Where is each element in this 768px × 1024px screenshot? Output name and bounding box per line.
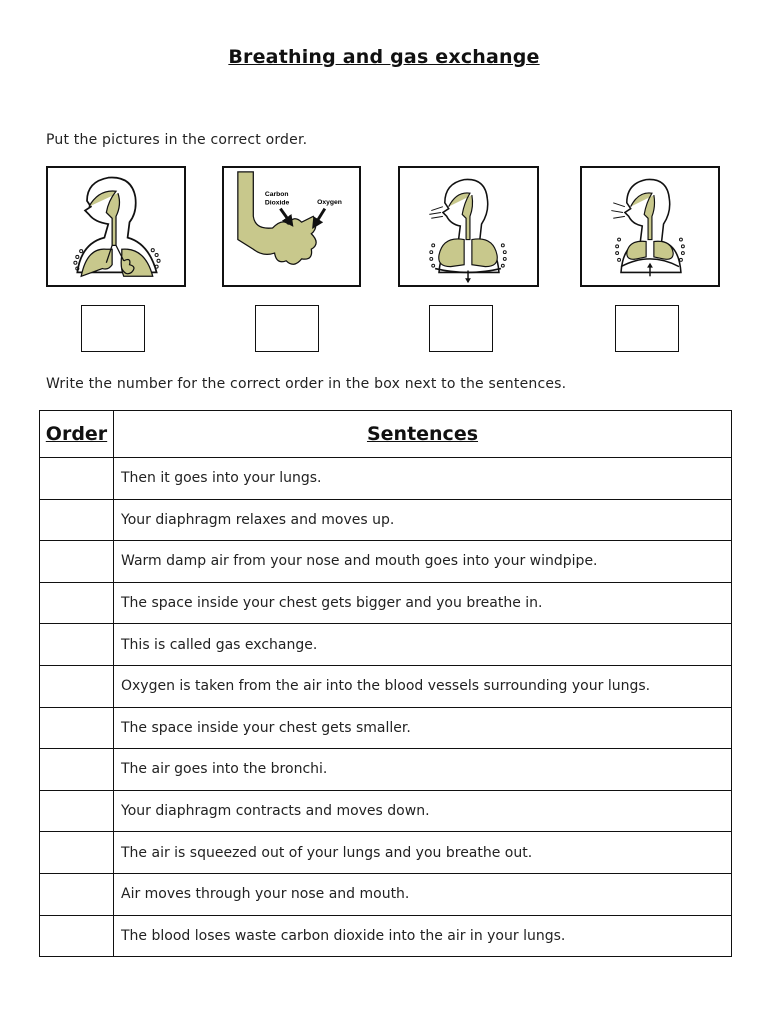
- picture-order-box-2[interactable]: [255, 305, 319, 352]
- table-row: [40, 790, 732, 832]
- order-input-cell[interactable]: [40, 873, 114, 915]
- picture-breathe-in: [398, 166, 539, 287]
- sentences-header: Sentences: [114, 411, 732, 458]
- page-title: Breathing and gas exchange: [228, 46, 540, 68]
- order-input-cell[interactable]: [40, 749, 114, 791]
- breathe-out-diagram: [582, 168, 718, 285]
- order-input-cell[interactable]: [40, 499, 114, 541]
- order-input-cell[interactable]: [40, 665, 114, 707]
- table-row: [40, 624, 732, 666]
- table-row: [40, 499, 732, 541]
- table-row: [40, 873, 732, 915]
- sentence-cell: The air goes into the bronchi.: [114, 749, 732, 791]
- picture-gas-exchange: [222, 166, 361, 287]
- table-row: [40, 749, 732, 791]
- order-input-cell[interactable]: [40, 790, 114, 832]
- order-input-cell[interactable]: [40, 707, 114, 749]
- sentence-cell: Oxygen is taken from the air into the blood vessels surrounding your lungs.: [114, 665, 732, 707]
- picture-airway: [46, 166, 186, 287]
- table-row: [40, 832, 732, 874]
- sentence-cell: The space inside your chest gets smaller.: [114, 707, 732, 749]
- alveolus-diagram: [224, 168, 359, 285]
- order-input-cell[interactable]: [40, 915, 114, 957]
- table-row: [40, 541, 732, 583]
- oxygen-label: Oxygen: [317, 198, 342, 206]
- sentence-cell: The space inside your chest gets bigger and you breathe in.: [114, 582, 732, 624]
- order-input-cell[interactable]: [40, 458, 114, 500]
- table-row: [40, 665, 732, 707]
- carbon-dioxide-label-1: Carbon: [264, 191, 289, 199]
- sentence-cell: Your diaphragm relaxes and moves up.: [114, 499, 732, 541]
- picture-order-box-1[interactable]: [81, 305, 145, 352]
- instruction-write-number: Write the number for the correct order in the box next to the sentences.: [46, 376, 567, 392]
- carbon-dioxide-label-2: Dioxide: [264, 199, 290, 207]
- sentence-cell: The air is squeezed out of your lungs and you breathe out.: [114, 832, 732, 874]
- order-input-cell[interactable]: [40, 624, 114, 666]
- sentence-cell: Air moves through your nose and mouth.: [114, 873, 732, 915]
- picture-order-box-4[interactable]: [615, 305, 679, 352]
- picture-breathe-out: [580, 166, 720, 287]
- table-header-row: [40, 411, 732, 458]
- instruction-order-pictures: Put the pictures in the correct order.: [46, 132, 308, 148]
- sentence-cell: Your diaphragm contracts and moves down.: [114, 790, 732, 832]
- sentence-cell: This is called gas exchange.: [114, 624, 732, 666]
- table-row: [40, 915, 732, 957]
- airway-diagram: [48, 168, 184, 285]
- sentence-cell: Warm damp air from your nose and mouth goes into your windpipe.: [114, 541, 732, 583]
- order-sentences-table: [39, 410, 732, 957]
- order-header: Order: [40, 411, 114, 458]
- order-input-cell[interactable]: [40, 541, 114, 583]
- breathe-in-diagram: [400, 168, 537, 285]
- order-input-cell[interactable]: [40, 832, 114, 874]
- sentence-cell: Then it goes into your lungs.: [114, 458, 732, 500]
- table-row: [40, 707, 732, 749]
- order-input-cell[interactable]: [40, 582, 114, 624]
- table-row: [40, 582, 732, 624]
- table-row: [40, 458, 732, 500]
- sentence-cell: The blood loses waste carbon dioxide into the air in your lungs.: [114, 915, 732, 957]
- picture-order-box-3[interactable]: [429, 305, 493, 352]
